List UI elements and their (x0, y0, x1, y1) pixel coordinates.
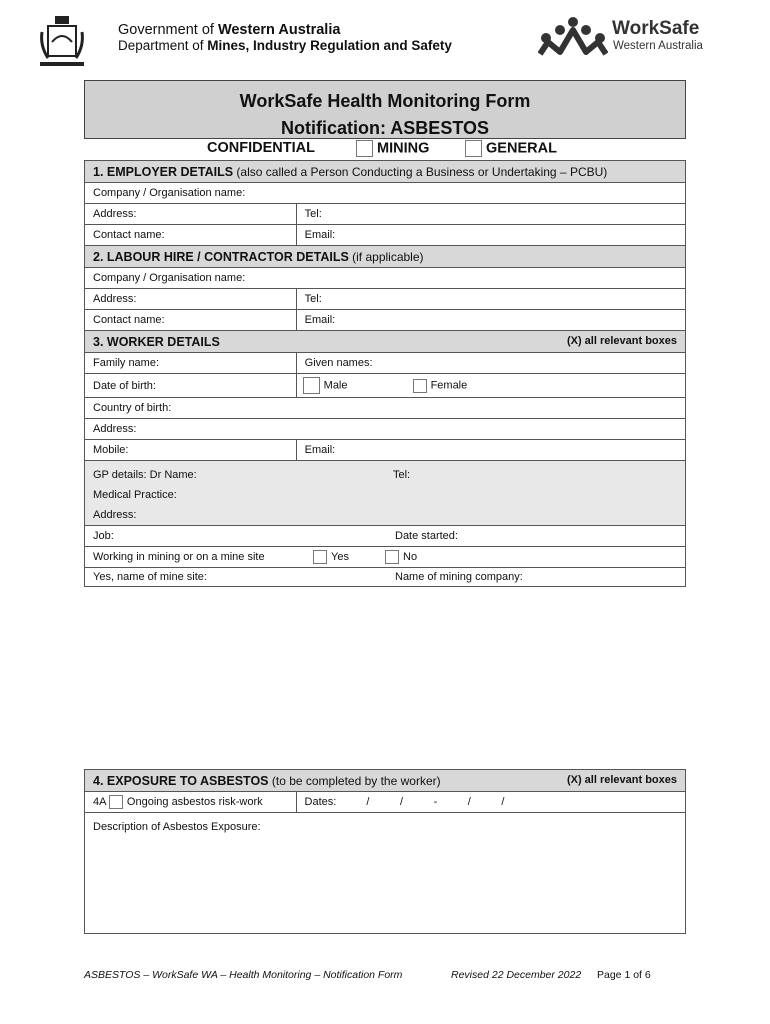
female-label: Female (430, 379, 468, 392)
details-table (84, 160, 686, 587)
gp-address-field[interactable]: Address: (93, 509, 137, 521)
contractor-tel-field[interactable]: Tel: (296, 289, 685, 310)
section4-title: 4. EXPOSURE TO ASBESTOS (93, 773, 269, 788)
section2-header (85, 246, 686, 268)
mining-yes-checkbox[interactable] (313, 550, 327, 564)
section1-note: (also called a Person Conducting a Business or Undertaking – PCBU) (236, 164, 608, 179)
table-row (85, 792, 686, 813)
dates-label: Dates: (304, 796, 337, 808)
table-row (85, 183, 686, 204)
table-row (85, 419, 686, 440)
gp-name-field[interactable]: GP details: Dr Name: (93, 469, 197, 481)
contractor-address-field[interactable]: Address: (85, 289, 297, 310)
section2-title: 2. LABOUR HIRE / CONTRACTOR DETAILS (93, 249, 349, 264)
general-label: GENERAL (486, 140, 557, 157)
section1-title: 1. EMPLOYER DETAILS (93, 164, 234, 179)
form-title-box (84, 80, 686, 139)
dates-separators: / / - / / (366, 796, 505, 808)
employer-tel-field[interactable]: Tel: (296, 204, 685, 225)
dob-field[interactable]: Date of birth: (85, 374, 297, 398)
employer-email-field[interactable]: Email: (296, 225, 685, 246)
employer-address-field[interactable]: Address: (85, 204, 297, 225)
section3-header (85, 331, 686, 353)
worker-email-field[interactable]: Email: (296, 440, 685, 461)
dates-field[interactable] (296, 792, 685, 813)
mining-no-checkbox[interactable] (385, 550, 399, 564)
medical-practice-field[interactable]: Medical Practice: (93, 489, 177, 501)
table-row (85, 568, 686, 587)
table-row (85, 440, 686, 461)
date-started-field[interactable]: Date started: (395, 530, 458, 542)
table-row (85, 268, 686, 289)
family-name-field[interactable]: Family name: (85, 353, 297, 374)
table-row (85, 225, 686, 246)
mining-option[interactable] (356, 140, 429, 157)
confidential-label: CONFIDENTIAL (207, 140, 315, 156)
section3-title: 3. WORKER DETAILS (93, 334, 220, 349)
ongoing-risk-cell (85, 792, 297, 813)
government-name: Government of Western Australia (118, 22, 341, 38)
mobile-field[interactable]: Mobile: (85, 440, 297, 461)
table-row (85, 526, 686, 547)
table-row (85, 204, 686, 225)
gender-cell (296, 374, 685, 398)
mining-company-field[interactable]: Name of mining company: (395, 571, 523, 583)
ongoing-risk-checkbox[interactable] (109, 795, 123, 809)
gp-tel-field[interactable]: Tel: (393, 469, 411, 481)
form-subtitle: Notification: ASBESTOS (280, 118, 489, 138)
government-crest-icon (38, 12, 86, 70)
table-row (85, 813, 686, 934)
mine-site-field[interactable]: Yes, name of mine site: (93, 571, 207, 583)
worker-address-field[interactable]: Address: (85, 419, 686, 440)
given-names-field[interactable]: Given names: (296, 353, 685, 374)
job-field[interactable]: Job: (93, 530, 114, 542)
male-checkbox[interactable] (303, 377, 320, 394)
section4-note: (to be completed by the worker) (271, 773, 441, 788)
mining-yes-label: Yes (331, 550, 349, 563)
mining-label: MINING (377, 140, 430, 157)
general-option[interactable] (465, 140, 557, 157)
table-row (85, 353, 686, 374)
section2-note: (if applicable) (352, 249, 424, 264)
exposure-description-field[interactable]: Description of Asbestos Exposure: (85, 813, 686, 934)
contractor-contact-field[interactable]: Contact name: (85, 310, 297, 331)
mining-work-label: Working in mining or on a mine site (93, 551, 265, 563)
general-checkbox[interactable] (465, 140, 482, 157)
female-checkbox[interactable] (413, 379, 427, 393)
worksafe-logo-icon (538, 16, 608, 58)
section1-header (85, 161, 686, 183)
gp-details-row (85, 461, 686, 526)
employer-company-field[interactable]: Company / Organisation name: (85, 183, 686, 204)
mining-no-label: No (403, 550, 418, 563)
footer-revised: Revised 22 December 2022 (451, 969, 582, 981)
table-row (85, 547, 686, 568)
contractor-company-field[interactable]: Company / Organisation name: (85, 268, 686, 289)
worksafe-subtitle: Western Australia (613, 40, 703, 52)
section4-instruction: (X) all relevant boxes (566, 773, 677, 786)
mining-checkbox[interactable] (356, 140, 373, 157)
table-row (85, 310, 686, 331)
male-label: Male (323, 379, 348, 392)
section4-header (85, 770, 686, 792)
table-row (85, 374, 686, 398)
contractor-email-field[interactable]: Email: (296, 310, 685, 331)
section3-instruction: (X) all relevant boxes (566, 334, 677, 347)
footer-title: ASBESTOS – WorkSafe WA – Health Monitoring – Notification Form (84, 969, 403, 981)
worksafe-brand: WorkSafe (612, 18, 700, 39)
table-row (85, 289, 686, 310)
department-name: Department of Mines, Industry Regulation and Safety (118, 38, 452, 53)
form-title: WorkSafe Health Monitoring Form (239, 91, 531, 111)
table-row (85, 398, 686, 419)
employer-contact-field[interactable]: Contact name: (85, 225, 297, 246)
item-code: 4A (93, 795, 106, 808)
page-number: Page 1 of 6 (597, 969, 651, 981)
exposure-table (84, 769, 686, 934)
ongoing-risk-label: Ongoing asbestos risk-work (126, 795, 263, 808)
country-of-birth-field[interactable]: Country of birth: (85, 398, 686, 419)
